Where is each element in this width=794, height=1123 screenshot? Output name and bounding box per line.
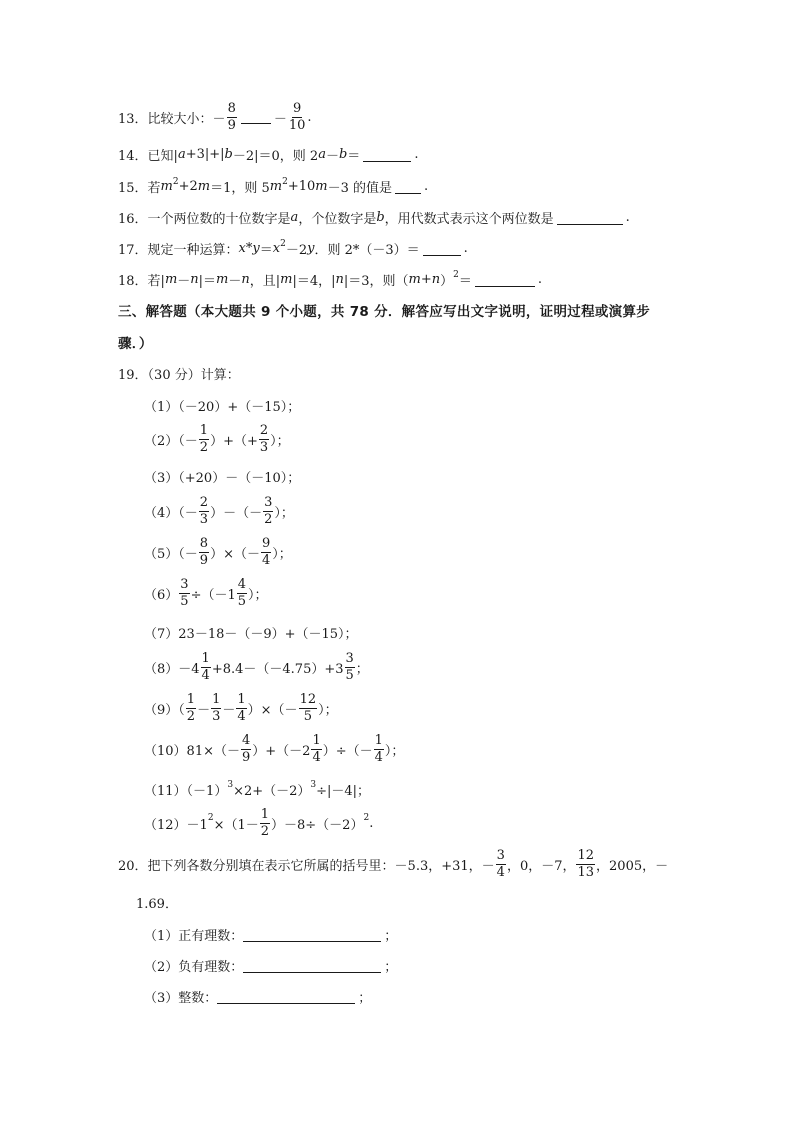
fraction: $\frac{12}{5}$ <box>299 692 317 724</box>
q19-part-4: （4）（－ $\frac{2}{3}$ ）－（－ $\frac{3}{2}$ ）； <box>144 495 294 527</box>
fraction: $\frac{12}{13}$ <box>577 848 595 880</box>
fraction: $\frac{1}{4}$ <box>374 733 383 765</box>
question-16: 16．一个两位数的十位数字是 a ，个位数字是 b ，用代数式表示这个两位数是 . <box>118 210 630 227</box>
q19-part-10: （10）81×（－ $\frac{4}{9}$ ）+（－2 $\frac{1}{4}$ ）÷（－ $\frac{1}{4}$ ）； <box>144 733 405 765</box>
q19-part-6: （6） $\frac{3}{5}$ ÷（－1 $\frac{4}{5}$ ）； <box>144 577 268 609</box>
q19-part-8: （8）－4 $\frac{1}{4}$ +8.4－（－4.75）+3 $\frac{3}{5}$ ； <box>144 651 369 683</box>
fraction: $\frac{1}{3}$ <box>212 692 221 724</box>
fraction: $\frac{1}{4}$ <box>237 692 246 724</box>
question-20-cont: 1.69． <box>136 897 178 912</box>
q19-part-5: （5）（－ $\frac{8}{9}$ ）×（－ $\frac{9}{4}$ ）； <box>144 536 292 568</box>
fraction: $\frac{8}{9}$ <box>199 536 209 568</box>
answer-blank[interactable] <box>241 122 271 124</box>
fraction: $\frac{1}{4}$ <box>312 733 321 765</box>
answer-blank[interactable] <box>243 971 381 973</box>
question-14: 14．已知| a +3|+| b －2|＝0，则 2 a － b ＝ . <box>118 147 419 164</box>
q19-part-2: （2）（－ $\frac{1}{2}$ ）+（+ $\frac{2}{3}$ ）； <box>144 423 290 455</box>
fraction: $\frac{1}{2}$ <box>186 692 196 724</box>
answer-blank[interactable] <box>557 223 623 225</box>
question-13: 13．比较大小： － $\frac{8}{9}$ － $\frac{9}{10}$ . <box>118 101 312 133</box>
question-15: 15．若 m 2 +2 m ＝1，则 5 m 2 +10 m －3 的值是 . <box>118 176 429 196</box>
q20-negative-rationals: （2）负有理数： ； <box>144 960 398 975</box>
fraction: $\frac{2}{3}$ <box>199 495 209 527</box>
section-heading: 三、解答题（本大题共 9 个小题，共 78 分．解答应写出文字说明，证明过程或演算步 <box>118 304 651 320</box>
question-20: 20．把下列各数分别填在表示它所属的括号里：－5.3，+31，－ $\frac{3}{4}$ ，0，－7， $\frac{12}{13}$ ，2005，－ <box>118 848 669 880</box>
fraction: $\frac{8}{9}$ <box>227 101 236 133</box>
answer-blank[interactable] <box>243 940 381 942</box>
q19-part-1: （1）（－20）+（－15）； <box>144 400 301 415</box>
q19-part-11: （11）（－1） 3 ×2+（－2） 3 ÷|－4|； <box>144 779 371 799</box>
fraction: $\frac{1}{2}$ <box>260 807 270 839</box>
fraction: $\frac{3}{2}$ <box>264 495 273 527</box>
answer-blank[interactable] <box>423 254 461 256</box>
q20-integers: （3）整数： ； <box>144 991 372 1006</box>
fraction: $\frac{3}{5}$ <box>180 577 189 609</box>
question-17: 17．规定一种运算： x * y ＝ x 2 －2 y ．则 2*（－3）＝ . <box>118 238 468 258</box>
fraction: $\frac{2}{3}$ <box>259 423 269 455</box>
answer-blank[interactable] <box>395 192 421 194</box>
fraction: $\frac{1}{4}$ <box>201 651 210 683</box>
fraction: $\frac{1}{2}$ <box>199 423 209 455</box>
fraction: $\frac{4}{5}$ <box>237 577 247 609</box>
fraction: $\frac{9}{10}$ <box>288 101 306 133</box>
q19-part-9: （9）（ $\frac{1}{2}$ － $\frac{1}{3}$ － $\frac{1}{4}$ ）×（－ $\frac{12}{5}$ ）； <box>144 692 338 724</box>
answer-blank[interactable] <box>363 160 411 162</box>
question-19-head: 19．（30 分）计算： <box>118 368 240 383</box>
answer-blank[interactable] <box>217 1002 355 1004</box>
fraction: $\frac{4}{9}$ <box>241 733 251 765</box>
fraction: $\frac{9}{4}$ <box>261 536 271 568</box>
fraction: $\frac{3}{5}$ <box>345 651 354 683</box>
q20-positive-rationals: （1）正有理数： ； <box>144 929 398 944</box>
q19-part-3: （3）（+20）－（－10）； <box>144 471 301 486</box>
answer-blank[interactable] <box>475 285 535 287</box>
fraction: $\frac{3}{4}$ <box>496 848 505 880</box>
q19-part-7: （7）23－18－（－9）+（－15）； <box>144 627 358 642</box>
q19-part-12: （12）－1 2 ×（1－ $\frac{1}{2}$ ）－8÷（－2） 2 . <box>144 807 374 839</box>
question-18: 18．若| m － n |＝ m － n ，且| m |＝4，| n |＝3，则（ m + n ） 2 ＝ . <box>118 269 543 289</box>
section-heading-cont: 骤．） <box>118 336 153 352</box>
